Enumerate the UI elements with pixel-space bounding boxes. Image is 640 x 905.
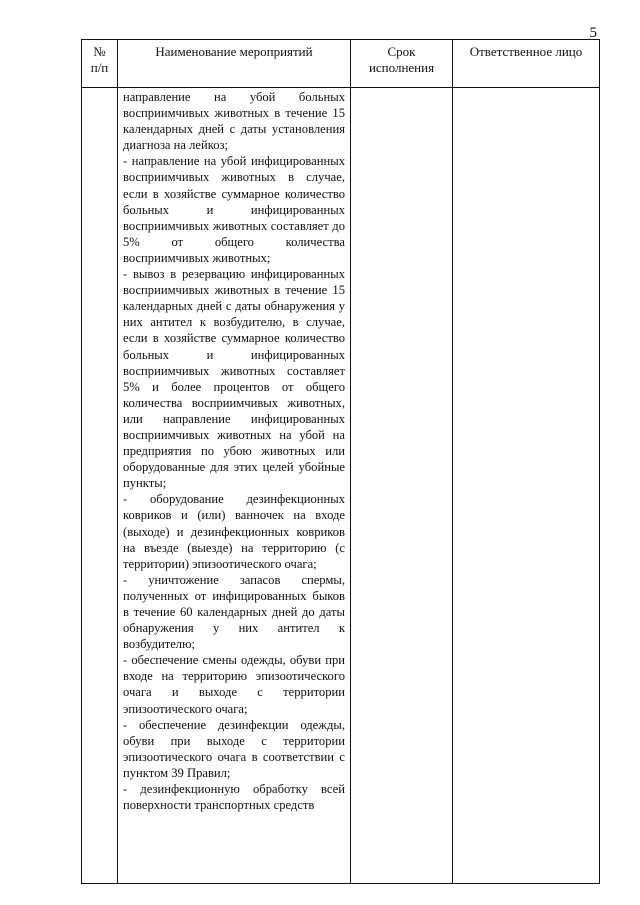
cell-num <box>82 88 118 884</box>
measures-table <box>81 39 600 884</box>
header-name <box>118 40 351 88</box>
cell-measures <box>118 88 351 884</box>
table-header-row <box>82 40 600 88</box>
measure-paragraph: - обеспечение смены одежды, обуви при входе на территорию эпизоотического очага и выходе с территории эпизоотического очага; <box>123 653 345 716</box>
header-term-line-2: исполнения <box>368 59 435 75</box>
page-number: 5 <box>589 25 597 41</box>
header-responsible <box>453 40 600 88</box>
measure-paragraph: - уничтожение запасов спермы, полученных от инфицированных быков в течение 60 календарных дней до даты обнаружения у них антител к возбудителю; <box>123 572 345 652</box>
measure-paragraph: - направление на убой инфицированных восприимчивых животных в случае, если в хозяйстве суммарное количество больных и инфицированных восприимчивых животных составляет до 5% от общего количества восприимчивых животных; <box>123 154 345 265</box>
header-term-line-1: Срок <box>387 44 416 59</box>
header-num-line-1: № <box>93 44 106 59</box>
cell-term <box>351 88 453 884</box>
table-row <box>82 88 600 884</box>
cell-responsible <box>453 88 600 884</box>
measure-paragraph: - дезинфекционную обработку всей поверхности транспортных средств <box>123 782 345 813</box>
header-term <box>351 40 453 88</box>
measure-paragraph: - вывоз в резервацию инфицированных восприимчивых животных в течение 15 календарных дней с даты обнаружения у них антител к возбудителю, в случае, если в хозяйстве суммарное количество больных и инфицированных восприимчивых животных составляет 5% и более процентов от общего количества восприимчивых животных, или направление инфицированных восприимчивых животных на убой на предприятия по убою животных или оборудованные для этих целей убойные пункты; <box>123 267 345 491</box>
header-responsible-text: Ответственное лицо <box>469 44 583 59</box>
measure-paragraph: направление на убой больных восприимчивых животных в течение 15 календарных дней с даты установления диагноза на лейкоз; <box>123 90 345 153</box>
header-num <box>82 40 118 88</box>
measure-paragraph: - оборудование дезинфекционных ковриков и (или) ванночек на входе (выходе) и дезинфекционных ковриков на въезде (выезде) на территорию (с территории) эпизоотического очага; <box>123 492 345 571</box>
header-name-text: Наименование мероприятий <box>155 44 313 59</box>
measures-text <box>118 88 350 883</box>
measure-paragraph: - обеспечение дезинфекции одежды, обуви при выходе с территории эпизоотического очага в соответствии с пунктом 39 Правил; <box>123 717 345 780</box>
header-num-line-2: п/п <box>90 59 109 75</box>
